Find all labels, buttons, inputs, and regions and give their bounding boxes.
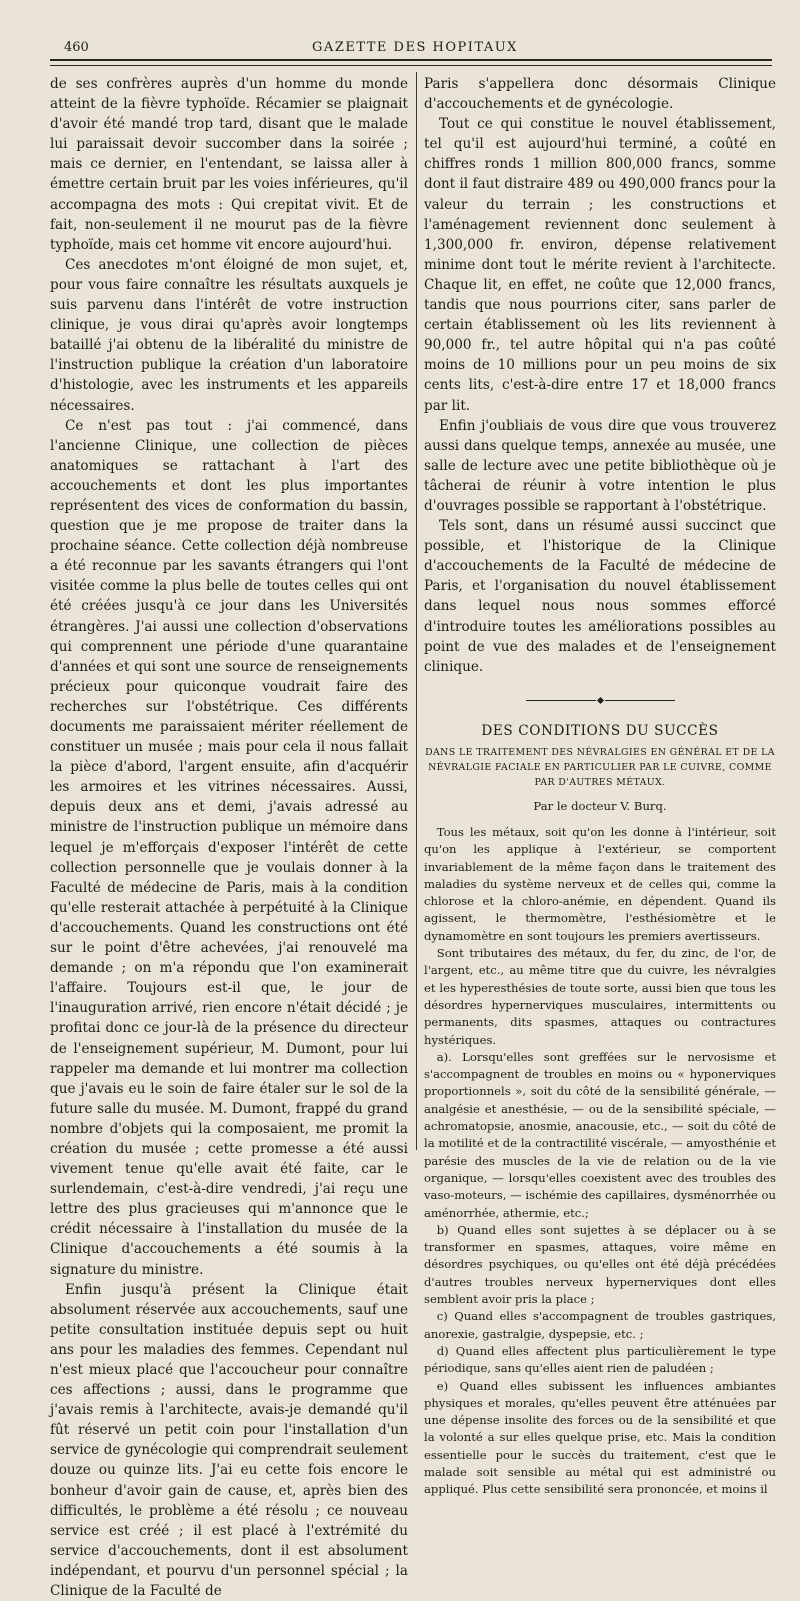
header-rule-thick xyxy=(50,59,772,61)
paragraph: c) Quand elles s'accompagnent de troubles gastriques, anorexie, gastralgie, dyspepsie, etc. ; xyxy=(424,1309,776,1341)
paragraph: Enfin jusqu'à présent la Clinique était absolument réservée aux accouchements, sauf une petite consultation instituée depuis sept ou huit ans pour les maladies des femmes. Cependant nul n'est mieux placé que l'accoucheur pour connaître ces affections ; aussi, dans le programme que j'avais remis à l'architecte, avais-je demandé qu'il fût réservé un petit coin pour l'installation d'un service de gynécologie qui comprendrait seulement douze ou quinze lits. J'ai eu cette fois encore le bonheur d'avoir gain de cause, et, après bien des difficultés, le problème a été résolu ; ce nouveau service est créé ; il est placé à l'extrémité du service d'accouchements, dont il est absolument indépendant, et pourvu d'un personnel spécial ; la Clinique de la Faculté de xyxy=(50,1281,408,1600)
paragraph: Paris s'appellera donc désormais Clinique d'accouchements et de gynécologie. xyxy=(424,76,776,113)
paragraph: Enfin j'oubliais de vous dire que vous trouverez aussi dans quelque temps, annexée au musée, une salle de lecture avec une petite bibliothèque où je tâcherai de réunir à votre intention le plus d'ouvrages possible se rapportant à l'obstétrique. xyxy=(424,417,776,514)
article-subtitle: DANS LE TRAITEMENT DES NÉVRALGIES EN GÉNÉRAL ET DE LA NÉVRALGIE FACIALE EN PARTICULIER PAR LE CUIVRE, COMME PAR D'AUTRES MÉTAUX. xyxy=(425,746,775,788)
article-body xyxy=(424,824,776,1499)
paragraph: Sont tributaires des métaux, du fer, du zinc, de l'or, de l'argent, etc., au même titre que du cuivre, les névralgies et les hyperesthésies de toute sorte, aussi bien que tous les désordres hypernerviques musculaires, intermittents ou permanents, dits spasmes, attaques ou contractures hystériques. xyxy=(424,946,776,1047)
paragraph: b) Quand elles sont sujettes à se déplacer ou à se transformer en spasmes, attaques, voire même en désordres psychiques, ou qu'elles ont été déjà précédées d'autres troubles nerveux hypernerviques dont elles semblent avoir pris la place ; xyxy=(424,1222,776,1307)
paragraph: d) Quand elles affectent plus particulièrement le type périodique, sans qu'elles aient rien de paludéen ; xyxy=(424,1343,776,1376)
paragraph: de ses confrères auprès d'un homme du monde atteint de la fièvre typhoïde. Récamier se plaignait d'avoir été mandé trop tard, disant que le malade lui paraissait devoir succomber dans la soirée ; mais ce dernier, en l'entendant, se laissa aller à émettre certain bruit par les voies inférieures, qu'il accompagna des mots : Qui crepitat vivit. Et de fait, non-seulement il ne mourut pas de la fièvre typhoïde, mais cet homme vit encore aujourd'hui. xyxy=(50,76,408,253)
section-ornament xyxy=(424,695,776,707)
paragraph: Tels sont, dans un résumé aussi succinct que possible, et l'historique de la Clinique d'accouchements de la Faculté de médecine de Paris, et l'organisation du nouvel établissement dans lequel nous nous sommes efforcé d'introduire toutes les améliorations possibles au point de vue des malades et de l'enseignement clinique. xyxy=(424,518,776,675)
paragraph: a). Lorsqu'elles sont greffées sur le nervosisme et s'accompagnent de troubles en moins ou « hyponerviques proportionnels », soit du côté de la sensibilité générale, — analgésie et anesthésie, — ou de la sensibilité spéciale, — achromatopsie, anosmie, anacousie, etc., — soit du côté de la motilité et de la contractilité viscérale, — amyosthénie et parésie des muscles de la vie de relation ou de la vie organique, — lorsqu'elles coexistent avec des troubles des vaso-moteurs, — ischémie des capillaires, dysménorrhée ou aménorrhée, athermie, etc.; xyxy=(424,1049,776,1220)
paragraph: Tout ce qui constitue le nouvel établissement, tel qu'il est aujourd'hui terminé, a coûté en chiffres ronds 1 million 800,000 francs, somme dont il faut distraire 489 ou 490,000 francs pour la valeur du terrain ; les constructions et l'aménagement reviennent donc seulement à 1,300,000 fr. environ, dépense relativement minime dont tout le mérite revient à l'architecte. Chaque lit, en effet, ne coûte que 12,000 francs, tandis que nous pourrions citer, sans parler de certain établissement où les lits reviennent à 90,000 fr., tel autre hôpital qui n'a pas coûté moins de 10 millions pour un peu moins de six cents lits, c'est-à-dire entre 17 et 18,000 francs par lit. xyxy=(424,116,776,414)
article-author: Par le docteur V. Burq. xyxy=(533,798,667,813)
right-column xyxy=(424,74,776,1499)
paragraph: Ce n'est pas tout : j'ai commencé, dans l'ancienne Clinique, une collection de pièces anatomiques se rattachant à l'art des accouchements et dont les plus importantes représentent des vices de conformation du bassin, question que je me propose de traiter dans la prochaine séance. Cette collection déjà nombreuse a été reconnue par les savants étrangers qui l'ont visitée comme la plus belle de toutes celles qui ont été créées jusqu'à ce jour dans les Universités étrangères. J'ai aussi une collection d'observations qui comprennent une période d'une quarantaine d'années et qui sont une source de renseignements précieux pour quiconque voudrait faire des recherches sur l'obstétrique. Ces différents documents me paraissaient mériter réellement de constituer un musée ; mais pour cela il nous fallait la pièce d'abord, l'argent ensuite, afin d'acquérir les armoires et les vitrines nécessaires. Aussi, depuis deux ans et demi, j'avais adressé au ministre de l'instruction publique un mémoire dans lequel je m'efforçais d'exposer l'intérêt de cette collection personnelle que je voulais donner à la Faculté de médecine de Paris, mais à la condition qu'elle resterait attachée à perpétuité à la Clinique d'accouchements. Quand les constructions ont été sur le point d'être achevées, j'ai renouvelé ma demande ; on m'a répondu que l'on examinerait l'affaire. Toujours est-il que, le jour de l'inauguration arrivé, rien encore n'était décidé ; je profitai donc ce jour-là de la présence du directeur de l'enseignement supérieur, M. Dumont, pour lui rappeler ma demande et lui montrer ma collection que j'avais eu le soin de faire étaler sur le sol de la future salle du musée. M. Dumont, frappé du grand nombre d'objets qui la composaient, me promit la création du musée ; cette promesse a été aussi vivement tenue qu'elle avait été faite, car le surlendemain, c'est-à-dire vendredi, j'ai reçu une lettre des plus gracieuses qui m'annonce que le crédit nécessaire à l'installation du musée de la Clinique d'accouchements a été soumis à la signature du ministre. xyxy=(50,417,408,1278)
article-title: DES CONDITIONS DU SUCCÈS xyxy=(481,722,719,739)
header-rule-thin xyxy=(50,65,772,66)
page-header xyxy=(58,36,772,58)
running-title: GAZETTE DES HOPITAUX xyxy=(312,40,518,55)
paragraph: Ces anecdotes m'ont éloigné de mon sujet, et, pour vous faire connaître les résultats auxquels je suis parvenu dans l'intérêt de votre instruction clinique, je vous dirai qu'après avoir longtemps bataillé j'ai obtenu de la libéralité du ministre de l'instruction publique la création d'un laboratoire d'histologie, avec les instruments et les appareils nécessaires. xyxy=(50,256,408,414)
paragraph: Tous les métaux, soit qu'on les donne à l'intérieur, soit qu'on les applique à l'extérieur, se comportent invariablement de la même façon dans le traitement des maladies du système nerveux et de celles qui, comme la chlorose et la chloro-anémie, en dépendent. Quand ils agissent, le thermomètre, l'esthésiomètre et le dynamomètre en sont toujours les premiers avertisseurs. xyxy=(424,825,776,943)
left-column xyxy=(50,74,408,1601)
page-number: 460 xyxy=(64,40,89,55)
column-divider xyxy=(416,72,417,1150)
paragraph: e) Quand elles subissent les influences ambiantes physiques et morales, qu'elles peuvent être atténuées par une dépense insolite des forces ou de la sensibilité et que la volonté a sur elles quelque prise, etc. Mais la condition essentielle pour le succès du traitement, c'est que le malade soit sensible au métal qui est administré ou appliqué. Plus cette sensibilité sera prononcée, et moins il xyxy=(424,1378,776,1497)
